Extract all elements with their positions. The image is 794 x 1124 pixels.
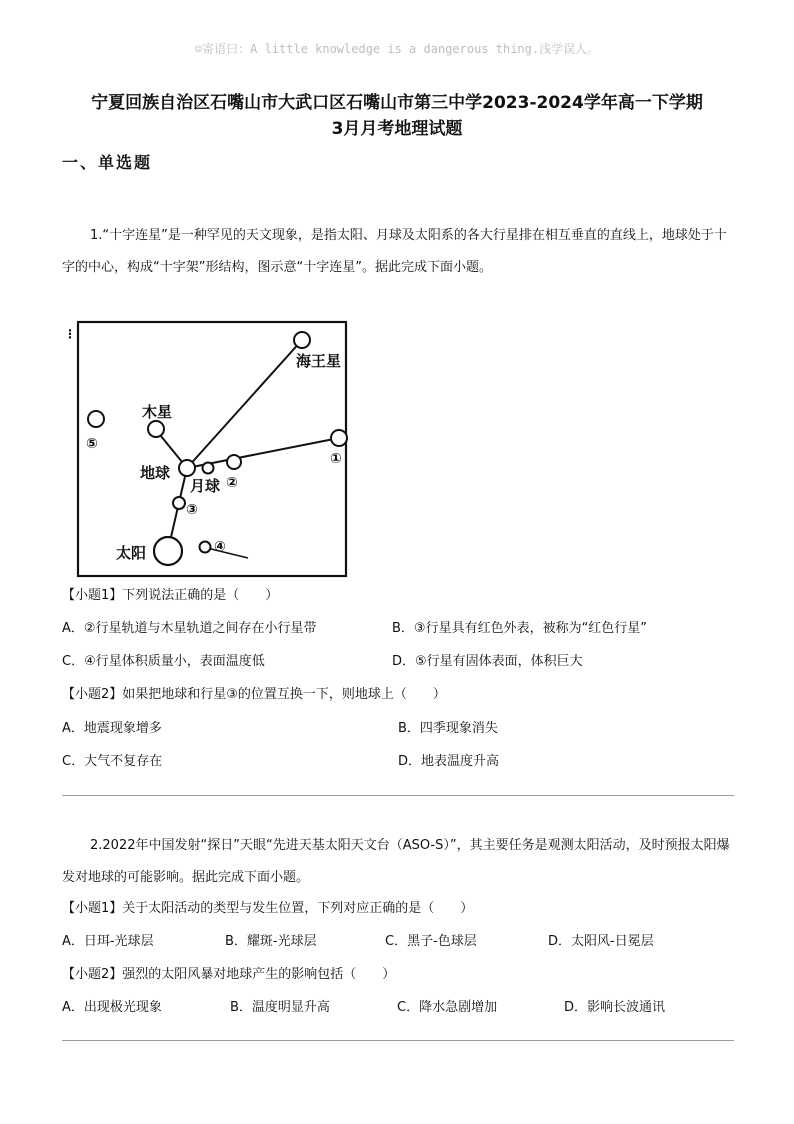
sun-body bbox=[154, 537, 182, 565]
q1-sub2-prompt: 【小题2】如果把地球和行星③的位置互换一下，则地球上（ ） bbox=[62, 687, 446, 702]
q2-sub1-option-d: D．太阳风-日冕层 bbox=[548, 934, 654, 949]
planet1-body bbox=[331, 430, 347, 446]
q2-sub2-prompt: 【小题2】强烈的太阳风暴对地球产生的影响包括（ ） bbox=[62, 967, 396, 982]
q1-sub1-option-b: B．③行星具有红色外表，被称为“红色行星” bbox=[392, 621, 648, 636]
title-line-1: 宁夏回族自治区石嘴山市大武口区石嘴山市第三中学2023-2024学年高一下学期 bbox=[91, 93, 703, 113]
q1-sub1-option-c: C．④行星体积质量小，表面温度低 bbox=[62, 654, 265, 669]
divider-2 bbox=[62, 1040, 734, 1041]
neptune-body bbox=[294, 332, 310, 348]
q2-sub1-option-c: C．黑子-色球层 bbox=[385, 934, 477, 949]
earth-body bbox=[179, 460, 195, 476]
label-jupiter: 木星 bbox=[142, 403, 173, 421]
label-sun: 太阳 bbox=[116, 544, 147, 562]
planet4-body bbox=[200, 542, 211, 553]
q1-sub1-option-d: D．⑤行星有固体表面，体积巨大 bbox=[392, 654, 583, 669]
label-1: ① bbox=[330, 451, 342, 467]
label-5: ⑤ bbox=[86, 436, 98, 452]
cross-planets-figure bbox=[62, 318, 362, 578]
divider-1 bbox=[62, 795, 734, 796]
q2-sub1-option-b: B．耀斑-光球层 bbox=[225, 934, 317, 949]
title-line-2: 3月月考地理试题 bbox=[331, 119, 463, 139]
label-4: ④ bbox=[214, 539, 226, 555]
q1-sub1-option-a: A．②行星轨道与木星轨道之间存在小行星带 bbox=[62, 621, 317, 636]
q1-sub2-option-a: A．地震现象增多 bbox=[62, 721, 162, 736]
page-title bbox=[40, 90, 754, 142]
planet5-body bbox=[88, 411, 104, 427]
label-2: ② bbox=[226, 475, 238, 491]
jupiter-body bbox=[148, 421, 164, 437]
q1-sub2-option-b: B．四季现象消失 bbox=[398, 721, 498, 736]
section-heading: 一、单选题 bbox=[62, 153, 153, 172]
q1-sub2-option-d: D．地表温度升高 bbox=[398, 754, 500, 769]
q1-sub1-prompt: 【小题1】下列说法正确的是（ ） bbox=[62, 588, 279, 603]
q1-sub2-option-c: C．大气不复存在 bbox=[62, 754, 163, 769]
page-motto: ☺寄语曰：A little knowledge is a dangerous thing.浅学误人。 bbox=[194, 42, 600, 56]
label-3: ③ bbox=[186, 502, 198, 518]
q2-sub1-option-a: A．日珥-光球层 bbox=[62, 934, 154, 949]
label-moon: 月球 bbox=[190, 477, 221, 495]
q2-stem: 2.2022年中国发射“探日”天眼“先进天基太阳天文台（ASO-S）”，其主要任务是观测太阳活动，及时预报太阳爆发对地球的可能影响。据此完成下面小题。 bbox=[62, 838, 730, 885]
q2-sub2-option-b: B．温度明显升高 bbox=[230, 1000, 330, 1015]
planet2-body bbox=[227, 455, 241, 469]
moon-body bbox=[203, 463, 214, 474]
q2-sub2-option-d: D．影响长波通讯 bbox=[564, 1000, 666, 1015]
planet3-body bbox=[173, 497, 185, 509]
q2-sub1-prompt: 【小题1】关于太阳活动的类型与发生位置，下列对应正确的是（ ） bbox=[62, 901, 474, 916]
label-neptune: 海王星 bbox=[296, 352, 342, 370]
q2-sub2-option-a: A．出现极光现象 bbox=[62, 1000, 162, 1015]
label-earth: 地球 bbox=[140, 464, 171, 482]
q2-sub2-option-c: C．降水急剧增加 bbox=[397, 1000, 498, 1015]
q1-stem: 1.“十字连星”是一种罕见的天文现象，是指太阳、月球及太阳系的各大行星排在相互垂直的直线上，地球处于十字的中心，构成“十字架”形结构，图示意“十字连星”。据此完成下面小题。 bbox=[62, 228, 727, 275]
figure-corner-mark: ⋮ bbox=[64, 327, 76, 341]
